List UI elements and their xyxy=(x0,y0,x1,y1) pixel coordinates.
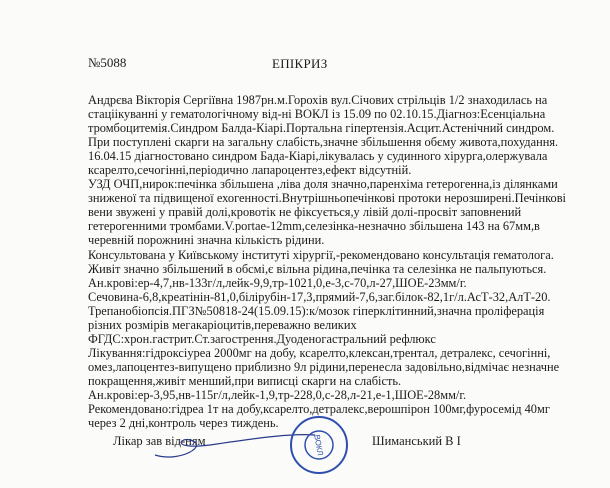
text-line: 16.04.15 діагностовано синдром Бада-Кіарі,лікувалась у судинного хірурга,олержувала xyxy=(88,149,548,164)
doctor-name: Шиманський В І xyxy=(372,434,461,448)
text-line: Трепанобіопсія.ПГЗ№50818-24(15.09.15):к/мозок гіперклітинний,значна проліферація xyxy=(88,303,545,318)
signature-label: Лікар зав від-ням xyxy=(113,434,206,448)
text-line: різних розмірів мегакаріоцитів,переважно великих xyxy=(88,317,357,332)
text-line: Живіт значно збільшений в обсмі,є вільна рідина,печінка та селезінка не пальпуються. xyxy=(88,261,547,276)
official-stamp xyxy=(288,414,350,476)
document-number: №5088 xyxy=(88,55,127,70)
text-line: УЗД ОЧП,нирок:печінка збільшена ,ліва доля значно,паренхіма гетерогенна,із ділянками xyxy=(88,177,558,192)
document-body xyxy=(88,93,588,430)
text-line: Консультована у Київському інституті хірургії,-рекомендовано консультація гематолога. xyxy=(88,247,554,262)
text-line: ФГДС:хрон.гастрит.Ст.загострення.Дуоденогастральний рефлюкс xyxy=(88,331,436,346)
text-line: тромбоцитемія.Синдром Балда-Кіарі.Портальна гіпертензія.Асцит.Астенічний синдром. xyxy=(88,121,555,136)
text-line: ксарелто,сечогінні,періодично лапароцентез,ефект відсутній. xyxy=(88,163,412,178)
text-line: стаціікуванні у гематологічному від-ні ВОКЛ із 15.09 по 02.10.15.Діагноз:Есенціальна xyxy=(88,107,546,122)
text-line: покращення,живіт менший,при виписці скарги на слабість. xyxy=(88,373,402,388)
text-line: Андрєва Вікторія Сергіївна 1987рн.м.Горохів вул.Січових стрільців 1/2 знаходилась на xyxy=(88,93,548,107)
svg-text:ВОКЛ: ВОКЛ xyxy=(312,433,325,457)
document-title: ЕПІКРИЗ xyxy=(272,56,328,71)
text-line: через 2 дні,контроль через тиждень. xyxy=(88,416,279,431)
text-line: омез,лапоцентез-випущено приблизно 9л рідини,перенесла задовільно,відмічає незначне xyxy=(88,359,560,374)
text-line: Рекомендовано:гідреа 1т на добу,ксарелто,детралекс,верошпірон 100мг,фуросемід 40мг xyxy=(88,402,550,417)
text-line: Ан.крові:ер-3,95,нв-115г/л,лейк-1,9,тр-228,0,с-28,л-21,е-1,ШОЕ-28мм/г. xyxy=(88,387,467,402)
text-line: зниженої та підвищеної ехогенності.Внутрішньопечінкові протоки нерозширені.Печінкові xyxy=(88,191,566,206)
text-line: Сечовина-6,8,креатінін-81,0,білірубін-17,3,прямий-7,6,заг.білок-82,1г/л.АсТ-32,АлТ-20. xyxy=(88,289,551,304)
text-line: Лікування:гідроксіуреа 2000мг на добу, ксарелто,клексан,трентал, детралекс, сечогінні, xyxy=(88,345,551,360)
text-line: Ан.крові:ер-4,7,нв-133г/л,лейк-9,9,тр-1021,0,е-3,с-70,л-27,ШОЕ-23мм/г. xyxy=(88,275,467,290)
text-line: вени звужені у правій долі,кровотік не фіксується,у лівій долі-просвіт заповнений xyxy=(88,205,522,220)
text-line: При поступлені скарги на загальну слабість,значне збільшення обєму живота,похудання. xyxy=(88,135,559,150)
text-line: черевній порожнині значна кількість рідини. xyxy=(88,233,325,248)
text-line: гетерогенними тромбами.V.portae-12mm,селезінка-незначно збільшена 143 на 67мм,в xyxy=(88,219,540,234)
